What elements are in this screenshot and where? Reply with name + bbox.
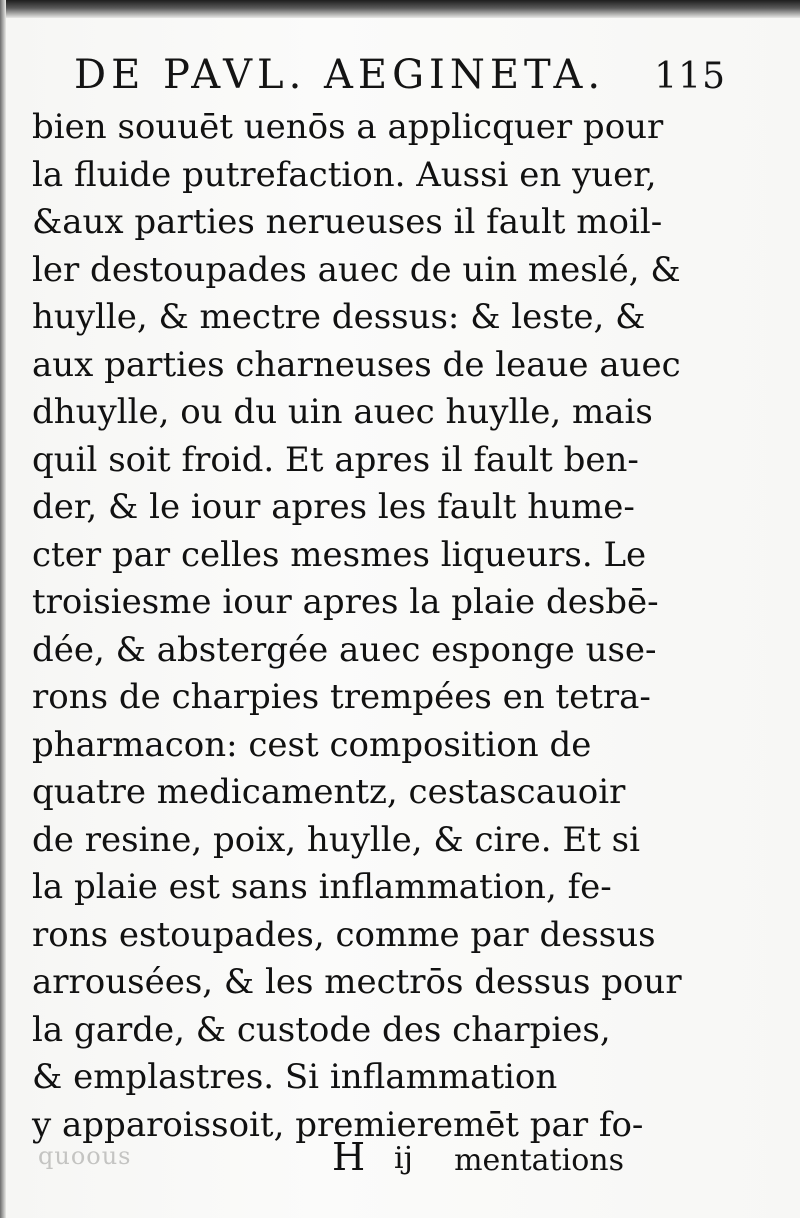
page-top-edge <box>0 0 800 18</box>
text-line: arrousées, & les mectrōs dessus pour <box>32 962 682 1002</box>
text-line: troisiesme iour apres la plaie desbē- <box>32 582 659 622</box>
catchword: mentations <box>454 1143 624 1178</box>
text-line: cter par celles mesmes liqueurs. Le <box>32 534 647 575</box>
text-line: huylle, & mectre dessus: & leste, & <box>32 297 646 337</box>
page-header <box>74 46 734 104</box>
text-line: la garde, & custode des charpies, <box>32 1009 611 1050</box>
text-line: quil soit froid. Et apres il fault ben- <box>32 439 639 480</box>
body-text <box>32 104 682 1149</box>
text-line: la fluide putrefaction. Aussi en yuer, <box>32 154 657 195</box>
show-through-text: quoous <box>38 1142 132 1170</box>
text-line: &aux parties nerueuses il fault moil- <box>32 202 663 242</box>
text-line: aux parties charneuses de leaue auec <box>32 344 681 385</box>
text-line: rons de charpies trempées en tetra- <box>32 677 651 717</box>
page-number: 115 <box>654 56 726 97</box>
text-line: pharmacon: cest composition de <box>32 724 592 765</box>
text-line: dée, & abstergée auec esponge use- <box>32 629 657 670</box>
text-line: ler destoupades auec de uin meslé, & <box>32 249 681 290</box>
signature-number: ij <box>394 1141 413 1176</box>
page-left-edge <box>0 0 6 1218</box>
text-line: dhuylle, ou du uin auec huylle, mais <box>32 392 653 432</box>
text-line: la plaie est sans inflammation, fe- <box>32 867 612 907</box>
text-line: & emplastres. Si inflammation <box>32 1057 558 1097</box>
text-line: rons estoupades, comme par dessus <box>32 914 656 955</box>
page-footer <box>32 1134 624 1184</box>
text-line: de resine, poix, huylle, & cire. Et si <box>32 819 640 860</box>
text-line: der, & le iour apres les fault hume- <box>32 487 635 527</box>
running-head: DE PAVL. AEGINETA. <box>74 52 606 98</box>
text-line: y apparoissoit, premieremēt par fo- <box>32 1104 644 1145</box>
signature-mark: H <box>332 1135 366 1179</box>
text-line: quatre medicamentz, cestascauoir <box>32 772 626 812</box>
text-line: bien souuēt uenōs a applicquer pour <box>32 107 664 147</box>
